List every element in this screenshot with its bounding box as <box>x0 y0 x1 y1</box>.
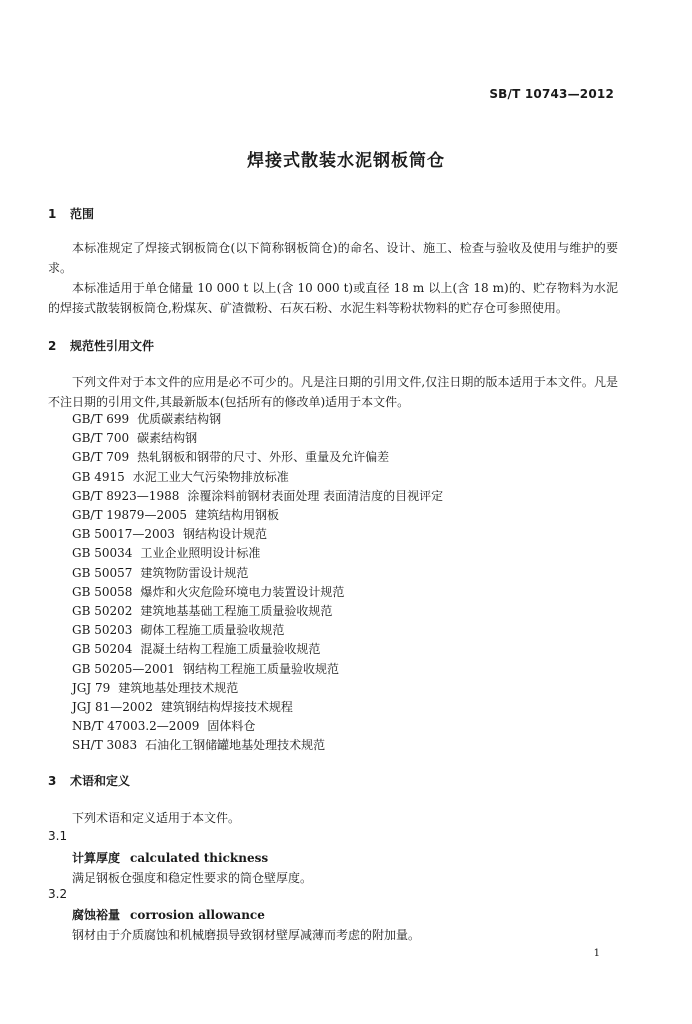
section-heading-references <box>48 337 154 354</box>
standard-code: SB/T 10743—2012 <box>489 87 614 101</box>
term-title <box>72 849 268 866</box>
reference-name: 混凝土结构工程施工质量验收规范 <box>140 642 321 657</box>
scope-paragraph-2: 本标准适用于单仓储量 10 000 t 以上(含 10 000 t)或直径 18 m 以上(含 18 m)的、贮存物料为水泥的焊接式散装钢板筒仓,粉煤灰、矿渣微粉、石灰石粉、水泥生料等粉状物料的贮存仓可参照使用。 <box>48 281 618 315</box>
reference-code: GB 50034 <box>72 546 133 561</box>
reference-code: SH/T 3083 <box>72 738 138 753</box>
reference-item <box>72 602 443 621</box>
reference-name: 砌体工程施工质量验收规范 <box>140 623 285 638</box>
term-definition: 钢材由于介质腐蚀和机械磨损导致钢材壁厚减薄而考虑的附加量。 <box>72 928 421 942</box>
reference-code: GB/T 709 <box>72 450 130 465</box>
term-chinese: 计算厚度 <box>72 851 121 865</box>
reference-name: 热轧钢板和钢带的尺寸、外形、重量及允许偏差 <box>137 450 390 465</box>
reference-code: GB/T 699 <box>72 412 130 426</box>
reference-name: 优质碳素结构钢 <box>137 412 222 426</box>
reference-item <box>72 698 443 717</box>
section-heading-terms <box>48 772 130 789</box>
section-title: 范围 <box>70 207 95 221</box>
reference-item <box>72 679 443 698</box>
reference-code: GB 50057 <box>72 565 133 580</box>
reference-item <box>72 448 443 467</box>
reference-code: GB/T 8923—1988 <box>72 488 180 503</box>
reference-name: 爆炸和火灾危险环境电力装置设计规范 <box>140 584 345 599</box>
section-number: 3 <box>48 774 57 788</box>
reference-name: 石油化工钢储罐地基处理技术规范 <box>145 738 326 753</box>
scope-paragraph-1: 本标准规定了焊接式钢板筒仓(以下简称钢板筒仓)的命名、设计、施工、检查与验收及使用与维护的要求。 <box>48 241 618 275</box>
page-number: 1 <box>593 948 600 959</box>
references-intro: 下列文件对于本文件的应用是必不可少的。凡是注日期的引用文件,仅注日期的版本适用于本文件。凡是不注日期的引用文件,其最新版本(包括所有的修改单)适用于本文件。 <box>48 375 618 409</box>
term-number: 3.1 <box>48 829 68 843</box>
reference-name: 建筑结构用钢板 <box>194 508 279 523</box>
reference-item <box>72 583 443 602</box>
reference-code: GB 50203 <box>72 623 133 638</box>
reference-item <box>72 544 443 563</box>
reference-name: 建筑物防雷设计规范 <box>140 565 249 580</box>
section-heading-scope <box>48 205 94 222</box>
reference-item <box>72 506 443 525</box>
reference-name: 碳素结构钢 <box>137 431 198 446</box>
reference-name: 建筑钢结构焊接技术规程 <box>160 700 293 715</box>
reference-code: JGJ 79 <box>72 680 111 695</box>
reference-code: NB/T 47003.2—2009 <box>72 719 200 734</box>
term-english: calculated thickness <box>130 851 269 865</box>
reference-code: GB 4915 <box>72 469 125 484</box>
reference-code: GB 50058 <box>72 584 133 599</box>
term-definition: 满足钢板仓强度和稳定性要求的筒仓壁厚度。 <box>72 871 313 885</box>
reference-code: JGJ 81—2002 <box>72 700 153 715</box>
reference-item <box>72 717 443 736</box>
reference-code: GB 50017—2003 <box>72 527 175 542</box>
reference-name: 水泥工业大气污染物排放标准 <box>132 469 289 484</box>
terms-intro: 下列术语和定义适用于本文件。 <box>72 811 241 825</box>
reference-name: 工业企业照明设计标准 <box>140 546 261 561</box>
term-english: corrosion allowance <box>130 908 265 922</box>
document-title: 焊接式散装水泥钢板筒仓 <box>247 151 445 171</box>
reference-item <box>72 736 443 755</box>
section-number: 1 <box>48 207 57 221</box>
reference-name: 钢结构设计规范 <box>182 527 267 542</box>
reference-item <box>72 621 443 640</box>
reference-item <box>72 660 443 679</box>
section-title: 规范性引用文件 <box>70 339 155 353</box>
section-title: 术语和定义 <box>70 774 131 788</box>
term-number: 3.2 <box>48 887 68 901</box>
reference-item <box>72 429 443 448</box>
reference-name: 涂覆涂料前钢材表面处理 表面清洁度的目视评定 <box>187 488 444 503</box>
reference-item <box>72 564 443 583</box>
reference-name: 钢结构工程施工质量验收规范 <box>182 661 339 676</box>
reference-item <box>72 487 443 506</box>
reference-name: 建筑地基处理技术规范 <box>118 680 239 695</box>
reference-name: 固体料仓 <box>207 719 256 734</box>
term-title <box>72 906 265 923</box>
reference-code: GB/T 700 <box>72 431 130 446</box>
reference-name: 建筑地基基础工程施工质量验收规范 <box>140 604 333 619</box>
reference-item <box>72 468 443 487</box>
reference-list <box>72 410 443 756</box>
reference-item <box>72 410 443 429</box>
term-chinese: 腐蚀裕量 <box>72 908 121 922</box>
reference-code: GB 50205—2001 <box>72 661 175 676</box>
reference-item <box>72 640 443 659</box>
reference-code: GB 50204 <box>72 642 133 657</box>
reference-code: GB/T 19879—2005 <box>72 508 187 523</box>
reference-code: GB 50202 <box>72 604 133 619</box>
section-number: 2 <box>48 339 57 353</box>
reference-item <box>72 525 443 544</box>
